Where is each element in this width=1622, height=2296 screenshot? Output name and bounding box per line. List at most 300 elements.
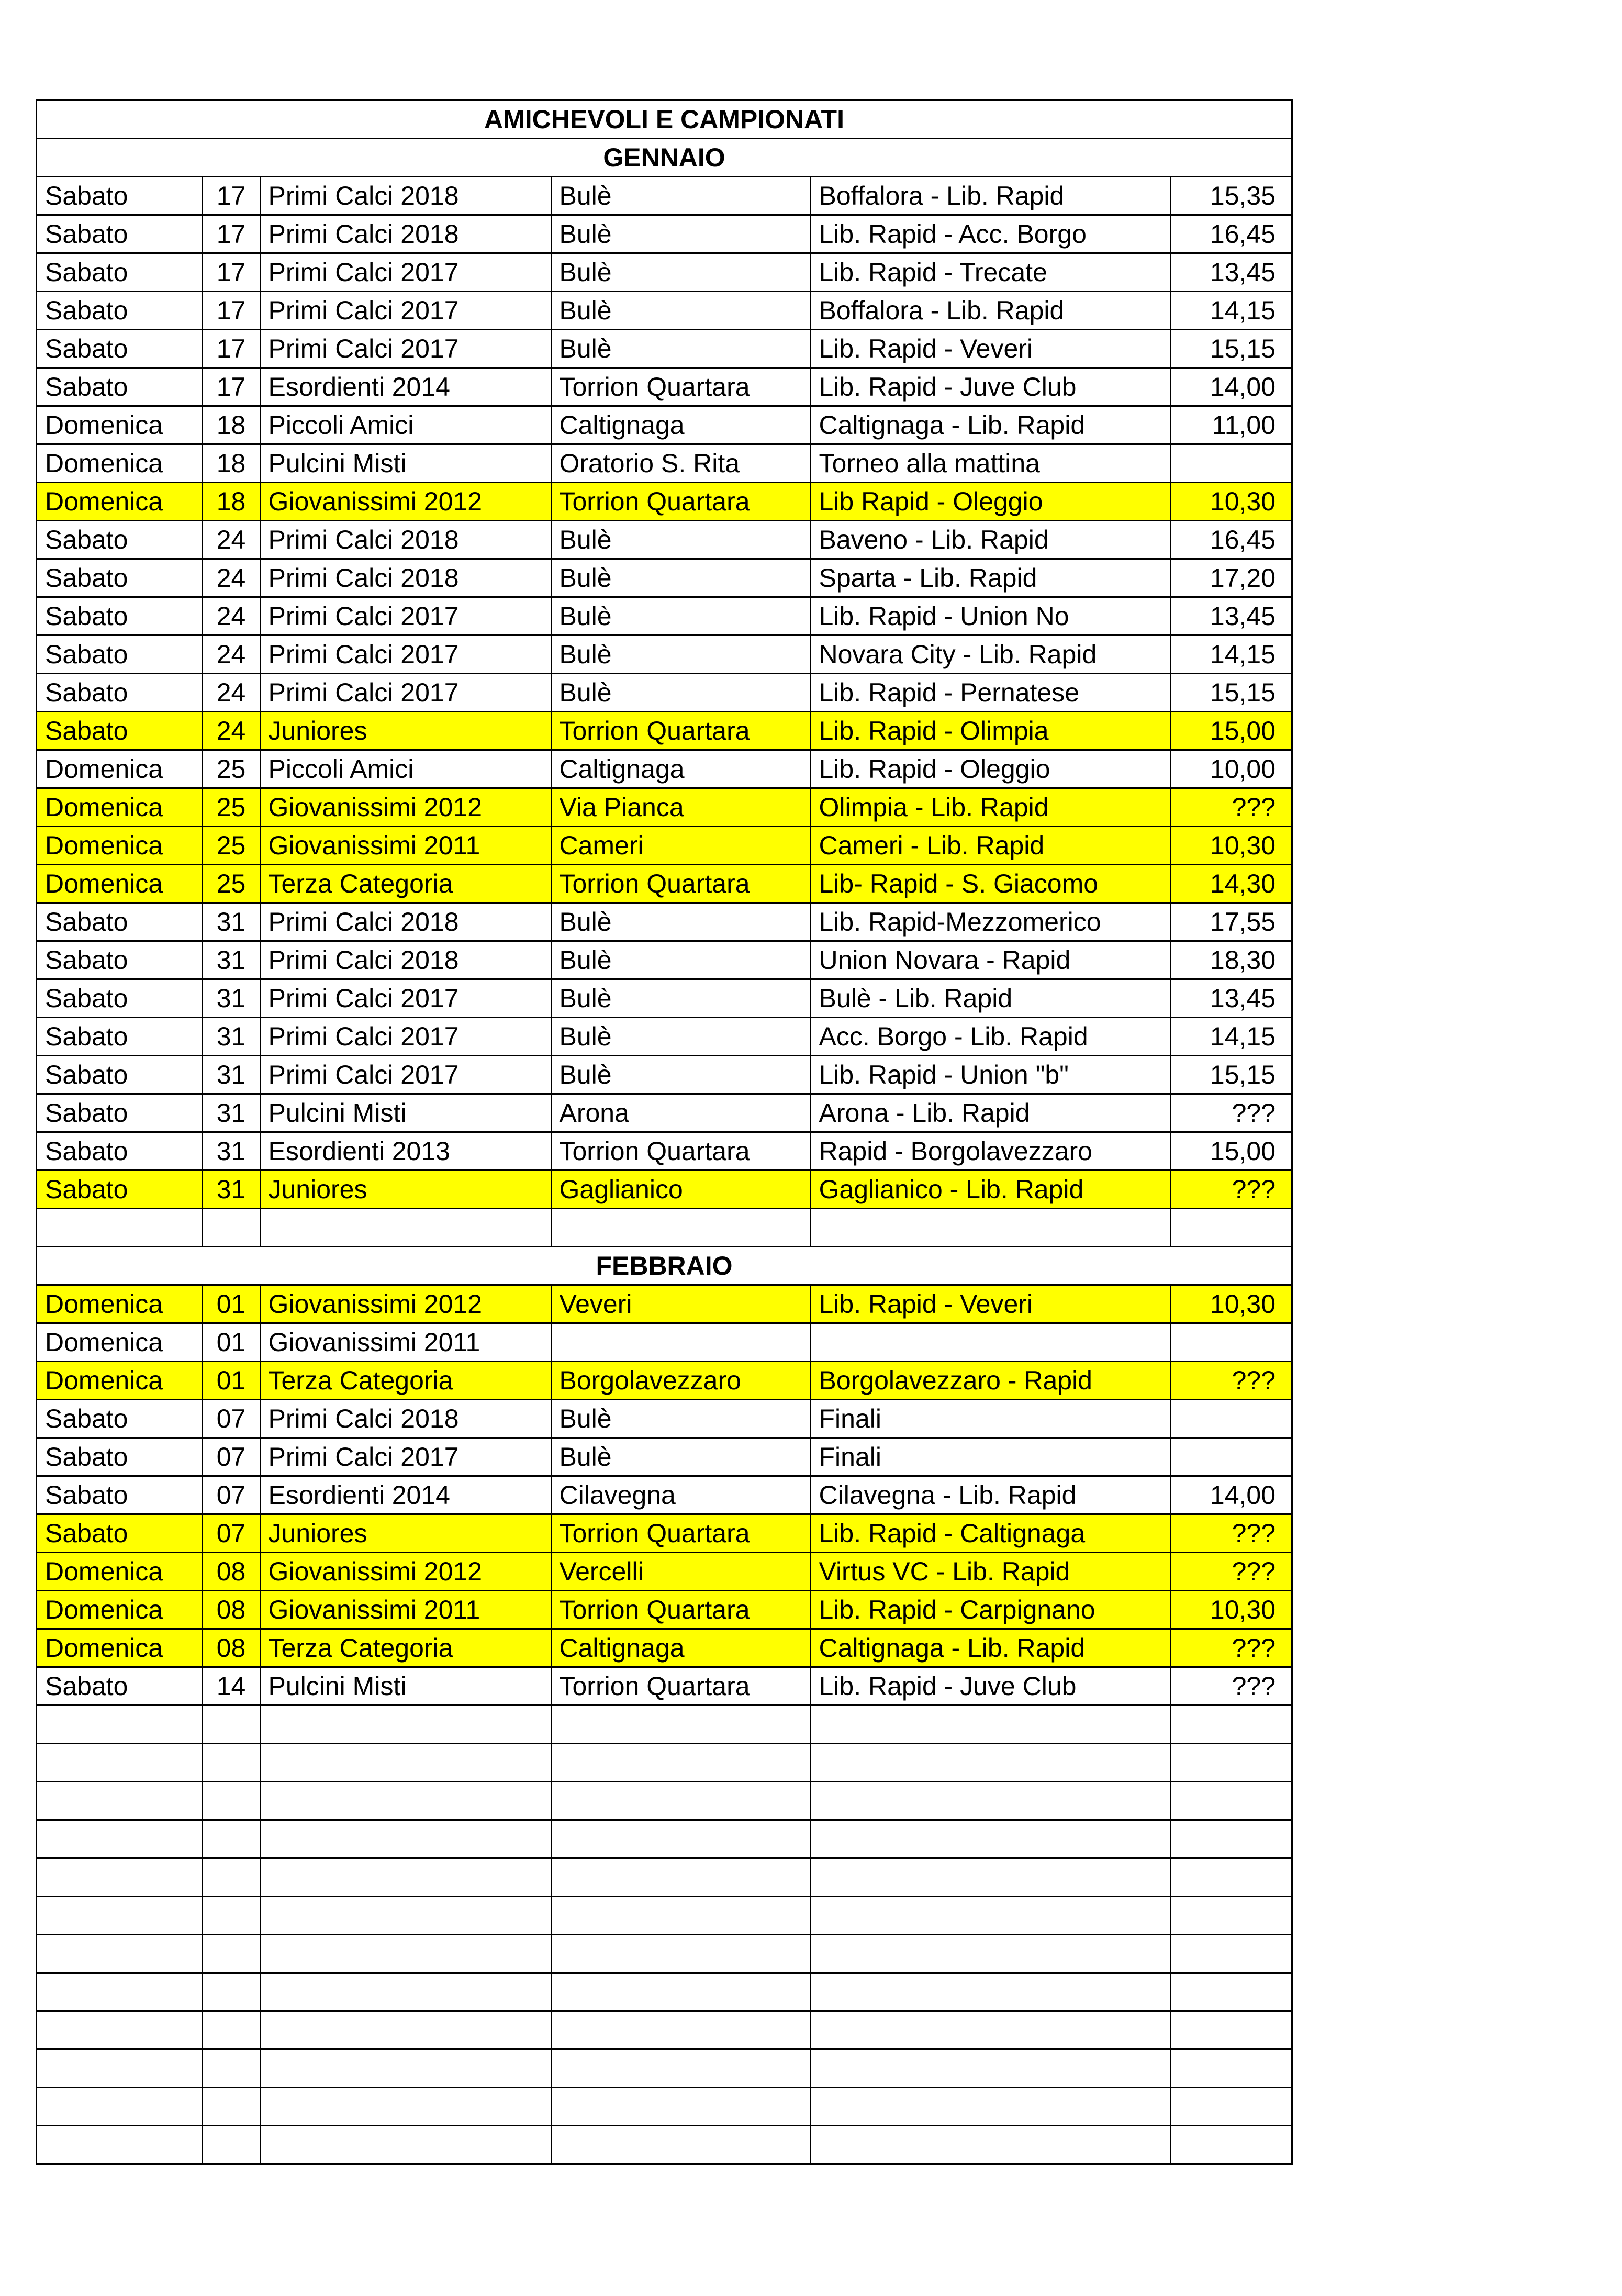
cell-date: 24 (203, 712, 260, 750)
cell-date (203, 1706, 260, 1744)
cell-venue: Bulè (551, 177, 811, 215)
cell-date: 07 (203, 1438, 260, 1476)
cell-match: Boffalora - Lib. Rapid (811, 292, 1171, 330)
cell-venue (551, 2126, 811, 2164)
cell-match: Lib. Rapid - Juve Club (811, 368, 1171, 406)
cell-venue: Bulè (551, 1018, 811, 1056)
cell-day: Sabato (37, 979, 203, 1018)
cell-match: Lib. Rapid - Pernatese (811, 674, 1171, 712)
cell-match: Acc. Borgo - Lib. Rapid (811, 1018, 1171, 1056)
cell-day (37, 1973, 203, 2011)
cell-match (811, 2011, 1171, 2049)
cell-venue: Torrion Quartara (551, 483, 811, 521)
cell-category: Giovanissimi 2012 (260, 788, 551, 827)
cell-date: 07 (203, 1400, 260, 1438)
match-row (37, 483, 1292, 521)
cell-time: 14,00 (1171, 368, 1292, 406)
cell-match: Virtus VC - Lib. Rapid (811, 1553, 1171, 1591)
cell-time (1171, 1706, 1292, 1744)
cell-time (1171, 1858, 1292, 1897)
cell-day: Sabato (37, 1400, 203, 1438)
cell-day: Sabato (37, 903, 203, 941)
cell-day (37, 2126, 203, 2164)
cell-date (203, 1744, 260, 1782)
cell-match: Lib- Rapid - S. Giacomo (811, 865, 1171, 903)
match-row (37, 253, 1292, 292)
cell-day: Domenica (37, 1285, 203, 1323)
cell-category: Juniores (260, 1171, 551, 1209)
cell-day: Sabato (37, 1094, 203, 1132)
cell-match: Lib. Rapid - Union "b" (811, 1056, 1171, 1094)
cell-date: 01 (203, 1323, 260, 1362)
empty-row (37, 1209, 1292, 1247)
cell-time: 15,00 (1171, 712, 1292, 750)
cell-time (1171, 1323, 1292, 1362)
cell-venue: Torrion Quartara (551, 1514, 811, 1553)
cell-venue (551, 1897, 811, 1935)
cell-date: 25 (203, 750, 260, 788)
match-row (37, 1362, 1292, 1400)
cell-date: 24 (203, 674, 260, 712)
cell-venue: Bulè (551, 330, 811, 368)
cell-day (37, 1209, 203, 1247)
cell-date: 08 (203, 1553, 260, 1591)
cell-match: Gaglianico - Lib. Rapid (811, 1171, 1171, 1209)
cell-category: Primi Calci 2018 (260, 215, 551, 253)
match-row (37, 1591, 1292, 1629)
cell-day (37, 1858, 203, 1897)
cell-time (1171, 1820, 1292, 1858)
cell-day (37, 1744, 203, 1782)
cell-match (811, 2126, 1171, 2164)
cell-category: Pulcini Misti (260, 1094, 551, 1132)
cell-day (37, 1935, 203, 1973)
match-row (37, 903, 1292, 941)
empty-row (37, 2049, 1292, 2088)
empty-row (37, 2126, 1292, 2164)
cell-date: 17 (203, 292, 260, 330)
cell-date: 17 (203, 253, 260, 292)
cell-venue: Caltignaga (551, 406, 811, 444)
match-row (37, 1323, 1292, 1362)
cell-match: Finali (811, 1400, 1171, 1438)
cell-venue: Bulè (551, 292, 811, 330)
cell-venue (551, 1209, 811, 1247)
match-row (37, 750, 1292, 788)
cell-match: Torneo alla mattina (811, 444, 1171, 483)
cell-category: Piccoli Amici (260, 406, 551, 444)
cell-time: ??? (1171, 1553, 1292, 1591)
cell-day: Sabato (37, 368, 203, 406)
cell-category: Juniores (260, 1514, 551, 1553)
empty-row (37, 1820, 1292, 1858)
cell-match (811, 1782, 1171, 1820)
cell-time: 14,30 (1171, 865, 1292, 903)
cell-day: Domenica (37, 1629, 203, 1667)
cell-day: Sabato (37, 330, 203, 368)
cell-match: Cameri - Lib. Rapid (811, 827, 1171, 865)
cell-time: 15,00 (1171, 1132, 1292, 1171)
cell-day: Domenica (37, 865, 203, 903)
match-row (37, 444, 1292, 483)
cell-day: Sabato (37, 1514, 203, 1553)
match-row (37, 406, 1292, 444)
cell-day: Sabato (37, 559, 203, 597)
cell-category (260, 2126, 551, 2164)
cell-category (260, 1935, 551, 1973)
cell-day: Domenica (37, 1323, 203, 1362)
month-banner: GENNAIO (37, 139, 1292, 177)
cell-day (37, 1782, 203, 1820)
cell-venue: Caltignaga (551, 750, 811, 788)
cell-venue: Torrion Quartara (551, 712, 811, 750)
cell-date: 24 (203, 597, 260, 636)
cell-venue: Oratorio S. Rita (551, 444, 811, 483)
cell-match: Olimpia - Lib. Rapid (811, 788, 1171, 827)
cell-time: ??? (1171, 1362, 1292, 1400)
match-row (37, 1476, 1292, 1514)
cell-match (811, 1209, 1171, 1247)
cell-time (1171, 2088, 1292, 2126)
cell-time (1171, 1973, 1292, 2011)
cell-match: Arona - Lib. Rapid (811, 1094, 1171, 1132)
cell-date (203, 1782, 260, 1820)
cell-venue (551, 2088, 811, 2126)
cell-match: Lib. Rapid - Trecate (811, 253, 1171, 292)
cell-date: 24 (203, 521, 260, 559)
schedule-table (36, 99, 1293, 2165)
cell-match: Caltignaga - Lib. Rapid (811, 406, 1171, 444)
cell-category: Giovanissimi 2012 (260, 1285, 551, 1323)
cell-time: 13,45 (1171, 597, 1292, 636)
cell-date (203, 2088, 260, 2126)
cell-venue: Torrion Quartara (551, 1132, 811, 1171)
cell-match: Lib Rapid - Oleggio (811, 483, 1171, 521)
cell-day: Sabato (37, 215, 203, 253)
cell-time (1171, 1400, 1292, 1438)
cell-day: Sabato (37, 941, 203, 979)
cell-time: ??? (1171, 788, 1292, 827)
cell-category: Primi Calci 2018 (260, 559, 551, 597)
cell-category: Juniores (260, 712, 551, 750)
cell-day: Sabato (37, 1018, 203, 1056)
cell-date (203, 2126, 260, 2164)
cell-time (1171, 1744, 1292, 1782)
cell-date (203, 2011, 260, 2049)
cell-date: 14 (203, 1667, 260, 1706)
cell-time (1171, 2049, 1292, 2088)
cell-date: 25 (203, 788, 260, 827)
match-row (37, 1667, 1292, 1706)
cell-category: Primi Calci 2018 (260, 177, 551, 215)
cell-category: Primi Calci 2017 (260, 1018, 551, 1056)
cell-day: Sabato (37, 521, 203, 559)
cell-category: Primi Calci 2017 (260, 1438, 551, 1476)
cell-date (203, 2049, 260, 2088)
cell-venue: Bulè (551, 1400, 811, 1438)
cell-match (811, 1744, 1171, 1782)
cell-time: 10,30 (1171, 827, 1292, 865)
cell-venue: Bulè (551, 979, 811, 1018)
cell-day: Sabato (37, 292, 203, 330)
cell-time: 10,30 (1171, 1591, 1292, 1629)
cell-category: Pulcini Misti (260, 1667, 551, 1706)
cell-venue: Gaglianico (551, 1171, 811, 1209)
cell-match: Lib. Rapid - Union No (811, 597, 1171, 636)
cell-day: Sabato (37, 1438, 203, 1476)
cell-time: 16,45 (1171, 215, 1292, 253)
cell-category: Giovanissimi 2012 (260, 1553, 551, 1591)
cell-match: Rapid - Borgolavezzaro (811, 1132, 1171, 1171)
cell-day: Domenica (37, 827, 203, 865)
cell-category: Giovanissimi 2011 (260, 1591, 551, 1629)
cell-date (203, 1973, 260, 2011)
cell-time: ??? (1171, 1629, 1292, 1667)
cell-date: 08 (203, 1591, 260, 1629)
cell-venue: Torrion Quartara (551, 1667, 811, 1706)
cell-date (203, 1858, 260, 1897)
cell-time: 10,30 (1171, 1285, 1292, 1323)
cell-time: 15,35 (1171, 177, 1292, 215)
cell-match (811, 2049, 1171, 2088)
cell-match: Bulè - Lib. Rapid (811, 979, 1171, 1018)
cell-day (37, 1820, 203, 1858)
match-row (37, 865, 1292, 903)
cell-venue: Bulè (551, 941, 811, 979)
cell-match: Boffalora - Lib. Rapid (811, 177, 1171, 215)
cell-venue: Bulè (551, 597, 811, 636)
cell-time: 14,15 (1171, 292, 1292, 330)
title-row (37, 101, 1292, 139)
cell-match (811, 1706, 1171, 1744)
cell-day: Sabato (37, 253, 203, 292)
cell-venue (551, 1973, 811, 2011)
cell-venue: Torrion Quartara (551, 865, 811, 903)
cell-match: Caltignaga - Lib. Rapid (811, 1629, 1171, 1667)
cell-category: Primi Calci 2018 (260, 521, 551, 559)
empty-row (37, 1706, 1292, 1744)
empty-row (37, 1973, 1292, 2011)
cell-category: Giovanissimi 2011 (260, 827, 551, 865)
cell-venue (551, 1820, 811, 1858)
cell-day: Domenica (37, 1553, 203, 1591)
cell-day: Sabato (37, 1132, 203, 1171)
cell-category: Piccoli Amici (260, 750, 551, 788)
cell-date: 24 (203, 636, 260, 674)
cell-category (260, 1820, 551, 1858)
cell-match: Union Novara - Rapid (811, 941, 1171, 979)
cell-date: 17 (203, 368, 260, 406)
cell-day: Domenica (37, 444, 203, 483)
empty-row (37, 2011, 1292, 2049)
cell-day: Sabato (37, 1476, 203, 1514)
empty-row (37, 1782, 1292, 1820)
cell-venue: Via Pianca (551, 788, 811, 827)
match-row (37, 1132, 1292, 1171)
cell-venue: Arona (551, 1094, 811, 1132)
cell-time: ??? (1171, 1094, 1292, 1132)
cell-time: 11,00 (1171, 406, 1292, 444)
cell-time (1171, 1438, 1292, 1476)
cell-time: ??? (1171, 1667, 1292, 1706)
cell-date (203, 1935, 260, 1973)
cell-time (1171, 2011, 1292, 2049)
cell-venue: Bulè (551, 559, 811, 597)
cell-date (203, 1209, 260, 1247)
month-row (37, 1247, 1292, 1285)
cell-venue (551, 1935, 811, 1973)
cell-date: 31 (203, 1056, 260, 1094)
match-row (37, 368, 1292, 406)
match-row (37, 941, 1292, 979)
cell-category: Esordienti 2014 (260, 1476, 551, 1514)
cell-time: 17,55 (1171, 903, 1292, 941)
cell-time (1171, 2126, 1292, 2164)
cell-match: Baveno - Lib. Rapid (811, 521, 1171, 559)
cell-category: Pulcini Misti (260, 444, 551, 483)
empty-row (37, 1935, 1292, 1973)
cell-day: Domenica (37, 1362, 203, 1400)
cell-venue (551, 1782, 811, 1820)
match-row (37, 1400, 1292, 1438)
empty-row (37, 1897, 1292, 1935)
match-row (37, 1514, 1292, 1553)
cell-day: Sabato (37, 177, 203, 215)
cell-match: Finali (811, 1438, 1171, 1476)
cell-date: 18 (203, 444, 260, 483)
cell-category (260, 1858, 551, 1897)
cell-date: 07 (203, 1514, 260, 1553)
cell-time (1171, 1897, 1292, 1935)
cell-time (1171, 1782, 1292, 1820)
cell-category (260, 1744, 551, 1782)
cell-venue: Bulè (551, 253, 811, 292)
cell-time: 15,15 (1171, 330, 1292, 368)
cell-venue (551, 1706, 811, 1744)
cell-match: Cilavegna - Lib. Rapid (811, 1476, 1171, 1514)
empty-row (37, 1744, 1292, 1782)
cell-category: Primi Calci 2018 (260, 1400, 551, 1438)
cell-match: Lib. Rapid - Caltignaga (811, 1514, 1171, 1553)
cell-match: Lib. Rapid - Carpignano (811, 1591, 1171, 1629)
cell-day: Sabato (37, 636, 203, 674)
cell-day: Domenica (37, 750, 203, 788)
cell-date: 17 (203, 215, 260, 253)
cell-venue (551, 1858, 811, 1897)
cell-category: Terza Categoria (260, 1629, 551, 1667)
match-row (37, 1056, 1292, 1094)
cell-match (811, 1973, 1171, 2011)
cell-category: Primi Calci 2017 (260, 979, 551, 1018)
cell-venue: Torrion Quartara (551, 1591, 811, 1629)
cell-category: Primi Calci 2017 (260, 636, 551, 674)
cell-venue: Bulè (551, 1438, 811, 1476)
cell-category (260, 1209, 551, 1247)
cell-date: 01 (203, 1362, 260, 1400)
cell-category: Terza Categoria (260, 1362, 551, 1400)
cell-time: 15,15 (1171, 1056, 1292, 1094)
cell-time: 17,20 (1171, 559, 1292, 597)
cell-category (260, 2049, 551, 2088)
cell-time: 13,45 (1171, 979, 1292, 1018)
cell-time: 16,45 (1171, 521, 1292, 559)
cell-time: 18,30 (1171, 941, 1292, 979)
cell-category: Primi Calci 2017 (260, 1056, 551, 1094)
cell-venue: Torrion Quartara (551, 368, 811, 406)
cell-match: Novara City - Lib. Rapid (811, 636, 1171, 674)
match-row (37, 1285, 1292, 1323)
cell-match: Lib. Rapid - Oleggio (811, 750, 1171, 788)
match-row (37, 1171, 1292, 1209)
cell-match (811, 1897, 1171, 1935)
cell-time: 14,00 (1171, 1476, 1292, 1514)
cell-day: Domenica (37, 483, 203, 521)
cell-venue (551, 2011, 811, 2049)
cell-match (811, 1323, 1171, 1362)
cell-venue (551, 1744, 811, 1782)
cell-category: Primi Calci 2017 (260, 253, 551, 292)
empty-row (37, 1858, 1292, 1897)
cell-time: 13,45 (1171, 253, 1292, 292)
cell-venue: Borgolavezzaro (551, 1362, 811, 1400)
month-row (37, 139, 1292, 177)
cell-day: Domenica (37, 1591, 203, 1629)
cell-category: Primi Calci 2018 (260, 941, 551, 979)
cell-match (811, 1858, 1171, 1897)
cell-match: Lib. Rapid - Veveri (811, 330, 1171, 368)
cell-date: 18 (203, 483, 260, 521)
cell-category: Giovanissimi 2011 (260, 1323, 551, 1362)
cell-venue: Veveri (551, 1285, 811, 1323)
cell-day: Domenica (37, 788, 203, 827)
cell-date: 31 (203, 1094, 260, 1132)
cell-category (260, 2088, 551, 2126)
cell-venue (551, 2049, 811, 2088)
cell-time: 10,00 (1171, 750, 1292, 788)
cell-date: 08 (203, 1629, 260, 1667)
cell-time: 14,15 (1171, 636, 1292, 674)
cell-time: ??? (1171, 1171, 1292, 1209)
cell-date: 31 (203, 979, 260, 1018)
match-row (37, 1553, 1292, 1591)
cell-match: Lib. Rapid - Juve Club (811, 1667, 1171, 1706)
cell-date: 17 (203, 177, 260, 215)
cell-match: Borgolavezzaro - Rapid (811, 1362, 1171, 1400)
cell-venue: Bulè (551, 1056, 811, 1094)
match-row (37, 521, 1292, 559)
cell-venue: Bulè (551, 521, 811, 559)
cell-category (260, 1782, 551, 1820)
cell-category (260, 1897, 551, 1935)
cell-category: Giovanissimi 2012 (260, 483, 551, 521)
cell-venue: Bulè (551, 636, 811, 674)
cell-venue: Cameri (551, 827, 811, 865)
cell-category: Terza Categoria (260, 865, 551, 903)
match-row (37, 177, 1292, 215)
cell-date: 17 (203, 330, 260, 368)
cell-date (203, 1897, 260, 1935)
cell-match: Lib. Rapid-Mezzomerico (811, 903, 1171, 941)
cell-category: Primi Calci 2018 (260, 903, 551, 941)
cell-venue: Cilavegna (551, 1476, 811, 1514)
month-banner: FEBBRAIO (37, 1247, 1292, 1285)
match-row (37, 827, 1292, 865)
cell-category (260, 1973, 551, 2011)
schedule-body (37, 101, 1292, 2164)
cell-day (37, 2011, 203, 2049)
cell-date: 18 (203, 406, 260, 444)
cell-date: 01 (203, 1285, 260, 1323)
